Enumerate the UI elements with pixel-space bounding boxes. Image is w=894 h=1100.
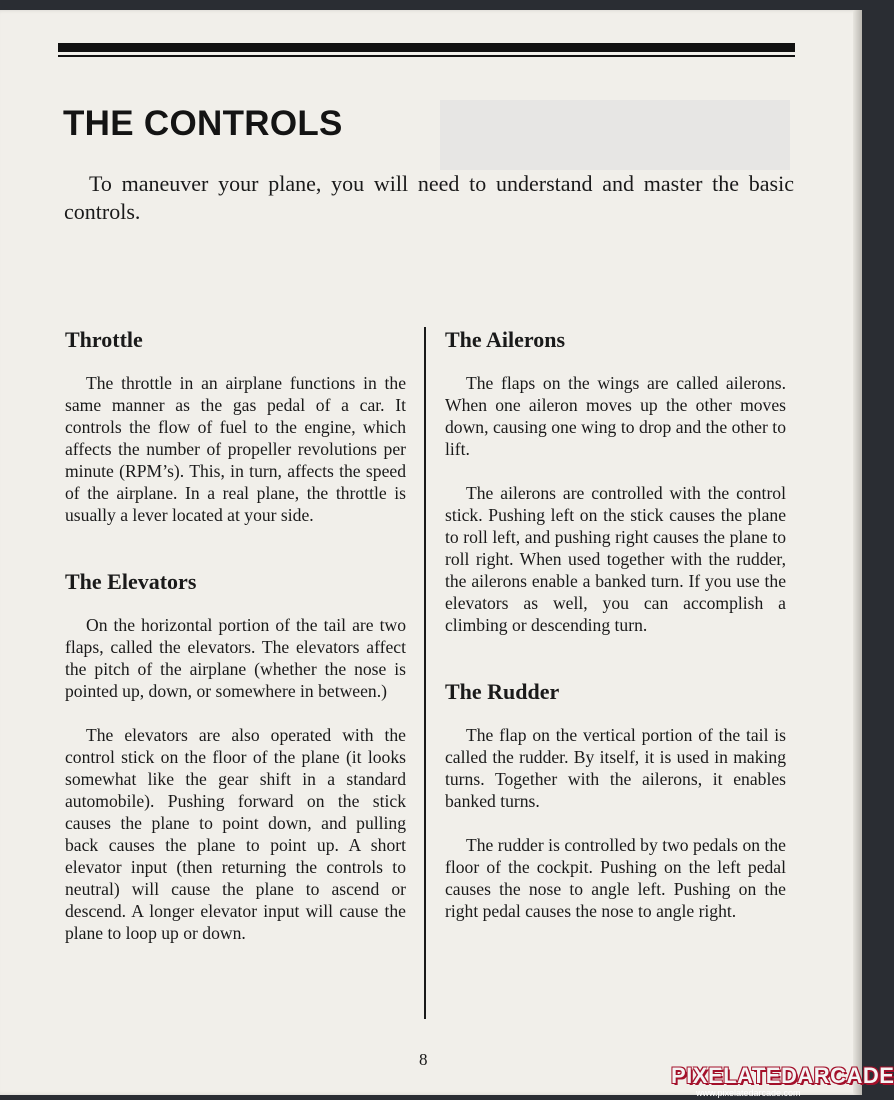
watermark-url: www.pixelatedarcade.com bbox=[696, 1088, 801, 1098]
section-ailerons bbox=[445, 326, 786, 636]
elevators-paragraph-1: On the horizontal portion of the tail are two flaps, called the elevators. The elevators affect the pitch of the airplane (whether the nose is pointed up, down, or somewhere in between.) bbox=[65, 615, 406, 701]
elevators-heading: The Elevators bbox=[65, 569, 197, 594]
right-column bbox=[445, 326, 786, 922]
section-rudder bbox=[445, 678, 786, 922]
rudder-heading: The Rudder bbox=[445, 679, 560, 704]
throttle-heading: Throttle bbox=[65, 327, 143, 352]
watermark-logo: PIXELATEDARCADE bbox=[671, 1063, 894, 1088]
column-divider bbox=[424, 327, 426, 1019]
header-rule-thick bbox=[58, 43, 795, 52]
rudder-paragraph-1: The flap on the vertical portion of the tail is called the rudder. By itself, it is used in making turns. Together with the ailerons, it enables banked turns. bbox=[445, 725, 786, 811]
show-through-shadow bbox=[440, 100, 790, 170]
ailerons-heading: The Ailerons bbox=[445, 327, 566, 352]
left-column bbox=[65, 326, 406, 944]
throttle-paragraph-1: The throttle in an airplane functions in the same manner as the gas pedal of a car. It controls the flow of fuel to the engine, which affects the number of propeller revolutions per minute (RPM’s). This, in turn, affects the speed of the airplane. In a real plane, the throttle is usually a lever located at your side. bbox=[65, 373, 406, 525]
elevators-paragraph-2: The elevators are also operated with the control stick on the floor of the plane (it looks somewhat like the gear shift in a standard automobile). Pushing forward on the stick causes the plane to point down, and pulling back causes the plane to point up. A short elevator input (then returning the controls to neutral) will cause the plane to ascend or descend. A longer elevator input will cause the plane to loop up or down. bbox=[65, 725, 406, 943]
page-number: 8 bbox=[419, 1050, 428, 1069]
section-elevators bbox=[65, 568, 406, 944]
intro-paragraph: To maneuver your plane, you will need to understand and master the basic controls. bbox=[64, 171, 794, 224]
section-throttle bbox=[65, 326, 406, 526]
ailerons-paragraph-2: The ailerons are controlled with the control stick. Pushing left on the stick causes the plane to roll left, and pushing right causes the plane to roll right. When used together with the rudder, the ailerons enable a banked turn. If you use the elevators as well, you can accomplish a climbing or descending turn. bbox=[445, 483, 786, 635]
page-title: THE CONTROLS bbox=[63, 104, 343, 143]
ailerons-paragraph-1: The flaps on the wings are called ailerons. When one aileron moves up the other moves down, causing one wing to drop and the other to lift. bbox=[445, 373, 786, 459]
page-spine-edge bbox=[853, 10, 862, 1095]
header-rule-thin bbox=[58, 55, 795, 57]
rudder-paragraph-2: The rudder is controlled by two pedals on the floor of the cockpit. Pushing on the left pedal causes the nose to angle left. Pushing on the right pedal causes the nose to angle right. bbox=[445, 835, 786, 921]
